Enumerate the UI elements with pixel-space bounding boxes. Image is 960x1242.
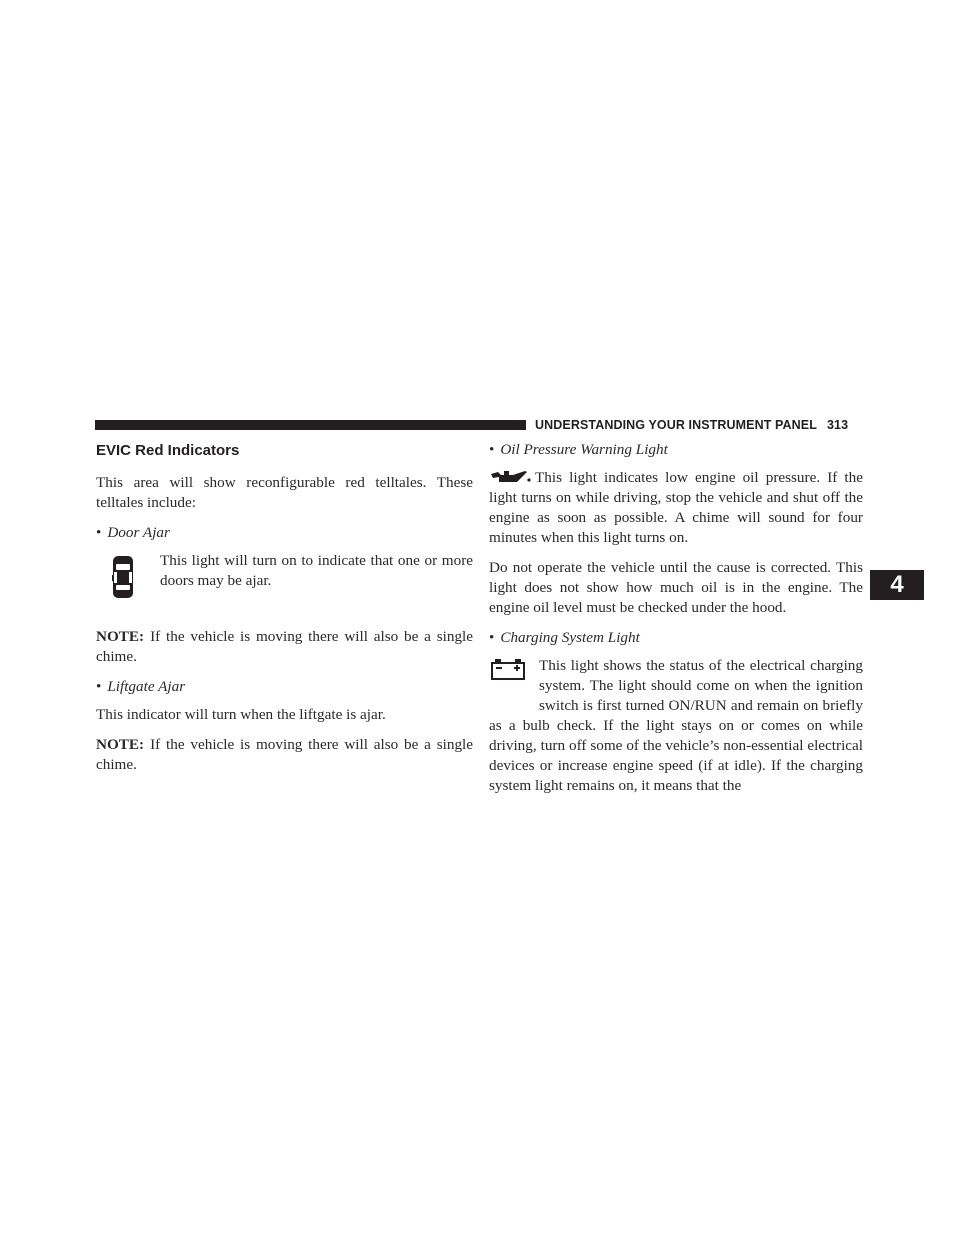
section-title: UNDERSTANDING YOUR INSTRUMENT PANEL [535,418,817,432]
page-number: 313 [826,418,849,432]
door-ajar-text: This light will turn on to indicate that one or more doors may be ajar. [160,552,473,589]
running-header [535,418,848,432]
oil-title: Oil Pressure Warning Light [500,441,668,458]
oil-can-icon [489,468,531,486]
charging-paragraph [489,656,863,796]
note-label: NOTE: [96,628,145,645]
door-ajar-icon [112,555,134,599]
note-text: If the vehicle is moving there will also be a single chime. [96,736,473,773]
charging-text: This light shows the status of the electrical charging system. The light should come on when the ignition switch is first turned ON/RUN and remain on briefly as a bulb check. If the light stays on or comes on while driving, turn off some of the vehicle’s non-essential electrical devices or increase engine speed (if at idle). If the charging system light remains on, it means that the [489,657,863,794]
chapter-tab: 4 [870,570,924,600]
section-heading: EVIC Red Indicators [96,442,240,459]
bullet-liftgate-ajar [96,677,473,697]
bullet-dot: • [489,629,495,646]
bullet-oil-pressure [489,440,863,460]
door-ajar-block [96,551,473,617]
battery-icon [489,658,527,680]
note-2 [96,735,473,775]
liftgate-title: Liftgate Ajar [107,678,186,695]
right-column [489,440,863,806]
left-column [96,440,473,785]
bullet-dot: • [96,524,102,541]
oil-text: This light indicates low engine oil pressure. If the light turns on while driving, stop the vehicle and shut off the engine as soon as possible. A chime will sound for four minutes when this light turns on. [489,469,863,546]
liftgate-text: This indicator will turn when the liftgate is ajar. [96,706,386,723]
charging-title: Charging System Light [500,629,640,646]
note-1 [96,627,473,667]
note-label: NOTE: [96,736,145,753]
bullet-dot: • [96,678,102,695]
header-rule [95,420,526,430]
bullet-door-ajar [96,523,473,543]
note-text: If the vehicle is moving there will also be a single chime. [96,628,473,665]
bullet-charging-system [489,628,863,648]
oil-paragraph [489,468,863,548]
intro-paragraph: This area will show reconfigurable red telltales. These telltales include: [96,474,473,511]
bullet-dot: • [489,441,495,458]
door-ajar-title: Door Ajar [107,524,170,541]
oil-text-2: Do not operate the vehicle until the cause is corrected. This light does not show how much oil is in the engine. The engine oil level must be checked under the hood. [489,559,863,616]
